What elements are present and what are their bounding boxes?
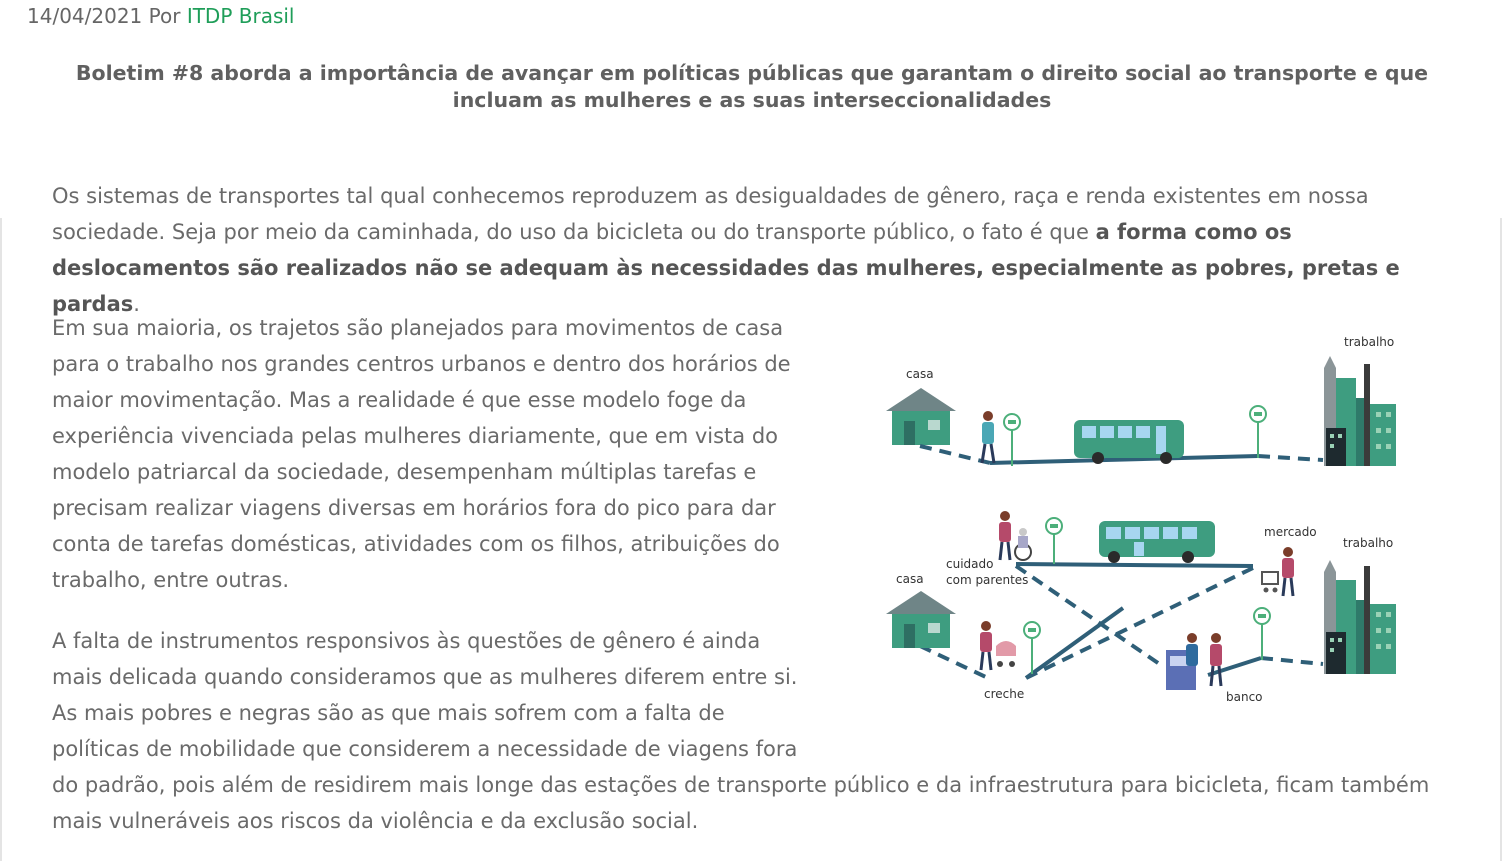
bus-stop-icon	[1254, 608, 1270, 660]
shopping-person-icon	[1262, 547, 1294, 596]
label-top-trabalho: trabalho	[1344, 335, 1395, 349]
factory-icon	[1324, 560, 1396, 674]
paragraph-2: Em sua maioria, os trajetos são planejados para movimentos de casa para o trabalho nos grandes centros urbanos e dentro dos horários de maior movimentação. Mas a realidade é que esse modelo foge da experiência vivenciada pelas mulheres diariamente, que em vista do modelo patriarcal da sociedade, desempenham múltiplas tarefas e precisam realizar viagens diversas em horários fora do pico para dar conta de tarefas domésticas, atividades com os filhos, atribuições do trabalho, entre outras.	[52, 316, 791, 592]
label-creche: creche	[984, 687, 1025, 701]
paragraph-3-part1: A falta de instrumentos responsivos às questões de gênero é ainda mais delicada quando consideramos que as mulheres diferem entre si. As mais pobres e negras são as que mais sofrem com a falta de políticas de mobilidade que considerem a necessidade de viagens fora	[52, 629, 798, 761]
paragraph-1-end: .	[133, 292, 140, 316]
bus-stop-icon	[1024, 622, 1040, 674]
label-bottom-trabalho: trabalho	[1343, 536, 1394, 550]
mobility-illustration-svg	[878, 328, 1413, 713]
content-frame-right	[1500, 218, 1502, 861]
paragraph-3-part2: do padrão, pois além de residirem mais longe das estações de transporte público e da infraestrutura para bicicleta, ficam também mais vulneráveis aos riscos da violência e da exclusão social.	[52, 773, 1430, 833]
label-cuidado: cuidado	[946, 557, 994, 571]
label-com-parentes: com parentes	[946, 573, 1029, 587]
bus-stop-icon	[1046, 518, 1062, 564]
label-banco: banco	[1226, 690, 1263, 704]
author-link[interactable]: ITDP Brasil	[186, 4, 295, 28]
bus-stop-icon	[1004, 414, 1020, 466]
house-icon	[886, 591, 956, 648]
bus-icon	[1099, 521, 1215, 563]
house-icon	[886, 388, 956, 445]
content-frame-left	[0, 218, 2, 861]
bus-icon	[1074, 420, 1184, 464]
paragraph-1-bold: a forma como os deslocamentos são realizados não se adequam às necessidades das mulheres, especialmente as pobres, pretas e pardas	[52, 220, 1400, 316]
parent-stroller-icon	[980, 621, 1016, 670]
label-top-casa: casa	[906, 367, 934, 381]
atm-bank-icon	[1166, 633, 1222, 690]
post-subtitle: Boletim #8 aborda a importância de avançar em políticas públicas que garantam o direito social ao transporte e que incluam as mulheres e as suas interseccionalidades	[75, 61, 1429, 112]
post-meta	[27, 4, 294, 28]
paragraph-1-lead: Os sistemas de transportes tal qual conhecemos reproduzem as desigualdades de gênero, raça e renda existentes em nossa sociedade. Seja por meio da caminhada, do uso da bicicleta ou do transporte público, o fato é que	[52, 184, 1369, 244]
factory-icon	[1324, 356, 1396, 466]
caregiver-wheelchair-icon	[999, 511, 1031, 560]
paragraph-1	[52, 178, 1472, 322]
mobility-illustration	[878, 328, 1413, 713]
post-by: Por	[148, 4, 181, 28]
label-bottom-casa: casa	[896, 572, 924, 586]
person-walking-icon	[982, 411, 994, 463]
post-date: 14/04/2021	[27, 4, 143, 28]
bus-stop-icon	[1250, 406, 1266, 458]
label-mercado: mercado	[1264, 525, 1317, 539]
